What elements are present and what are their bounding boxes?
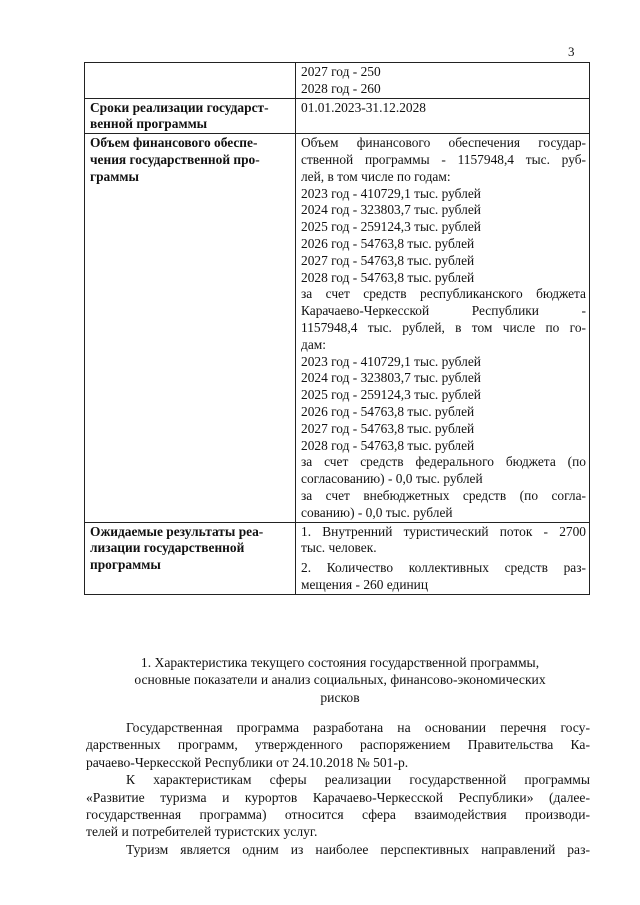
row-value-line: дам: xyxy=(301,336,326,352)
row-value-line: 2025 год - 259124,3 тыс. рублей xyxy=(301,387,481,403)
row-value-line: мещения - 260 единиц xyxy=(301,576,428,592)
paragraph-line: дарственных программ, утвержденного распоряжением Правительства Ка- xyxy=(86,737,590,753)
paragraph-line: Государственная программа разработана на основании перечня госу- xyxy=(126,720,590,735)
table-row xyxy=(85,63,590,99)
body-text xyxy=(86,719,590,858)
paragraph-line: «Развитие туризма и курортов Карачаево-Черкесской Республики» (далее- xyxy=(86,789,590,805)
row-value-line: 2025 год - 259124,3 тыс. рублей xyxy=(301,219,481,235)
row-label-line: чения государственной про- xyxy=(90,151,260,167)
row-value-line: сованию) - 0,0 тыс. рублей xyxy=(301,504,453,520)
section-heading-line: 1. Характеристика текущего состояния государственной программы, xyxy=(140,655,540,670)
program-passport-table xyxy=(84,62,590,595)
section-heading-line: рисков xyxy=(320,689,360,705)
row-value-line: 2027 год - 250 xyxy=(301,64,381,79)
page-number: 3 xyxy=(568,44,575,59)
row-label xyxy=(85,522,296,594)
row-value-line: 2027 год - 54763,8 тыс. рублей xyxy=(301,252,475,268)
row-label-line: Сроки реализации государст- xyxy=(90,99,269,115)
row-value-line: тыс. человек. xyxy=(301,540,377,556)
row-value xyxy=(296,134,590,522)
row-value-line: 2023 год - 410729,1 тыс. рублей xyxy=(301,353,481,369)
row-label-line: Объем финансового обеспе- xyxy=(90,135,258,151)
row-value-line: 2024 год - 323803,7 тыс. рублей xyxy=(301,370,481,386)
row-value-line: 2028 год - 260 xyxy=(301,80,381,96)
row-value-line: Карачаево-Черкесской Республики - xyxy=(301,303,586,319)
row-value-line: Объем финансового обеспечения государ- xyxy=(301,135,586,151)
paragraph xyxy=(86,771,590,841)
row-value xyxy=(296,63,590,99)
section-heading-line: основные показатели и анализ социальных, финансово-экономических xyxy=(134,672,546,688)
paragraph-line: рачаево-Черкесской Республики от 24.10.2018 № 501-р. xyxy=(86,754,409,770)
row-label-line: Ожидаемые результаты реа- xyxy=(90,523,264,539)
row-value-line: 1157948,4 тыс. рублей, в том числе по го- xyxy=(301,319,586,335)
table-row xyxy=(85,134,590,522)
row-value-line: 1. Внутренний туристический поток - 2700 xyxy=(301,523,586,539)
row-value-line: 2026 год - 54763,8 тыс. рублей xyxy=(301,235,475,251)
table-row xyxy=(85,522,590,594)
table-row xyxy=(85,98,590,134)
paragraph-line: телей и потребителей туристских услуг. xyxy=(86,824,318,840)
row-value-line: 2027 год - 54763,8 тыс. рублей xyxy=(301,420,475,436)
row-value xyxy=(296,98,590,134)
row-label-line: программы xyxy=(90,557,161,573)
row-value-line: 2023 год - 410729,1 тыс. рублей xyxy=(301,185,481,201)
row-value-line: за счет средств федерального бюджета (по xyxy=(301,454,586,470)
row-value xyxy=(296,522,590,594)
row-value-line: 2026 год - 54763,8 тыс. рублей xyxy=(301,403,475,419)
paragraph-line: К характеристикам сферы реализации государственной программы xyxy=(126,772,590,788)
row-label-line: лизации государственной xyxy=(90,540,245,556)
row-value-line: 2. Количество коллективных средств раз- xyxy=(301,560,586,576)
row-value-line: 2024 год - 323803,7 тыс. рублей xyxy=(301,202,481,218)
row-value-line: согласованию) - 0,0 тыс. рублей xyxy=(301,471,483,487)
section-heading xyxy=(86,654,594,706)
paragraph xyxy=(86,841,590,858)
row-label xyxy=(85,63,296,99)
paragraph-line: государственная программа) относится сфера взаимодействия производи- xyxy=(86,806,590,822)
paragraph-line: Туризм является одним из наиболее перспективных направлений раз- xyxy=(126,841,590,857)
row-value-line: 2028 год - 54763,8 тыс. рублей xyxy=(301,437,475,453)
row-value-line: за счет внебюджетных средств (по согла- xyxy=(301,487,586,503)
row-value-line: лей, в том числе по годам: xyxy=(301,168,451,184)
paragraph xyxy=(86,719,590,771)
row-value-line: 2028 год - 54763,8 тыс. рублей xyxy=(301,269,475,285)
row-value-line: 01.01.2023-31.12.2028 xyxy=(301,99,426,115)
row-label xyxy=(85,98,296,134)
row-label xyxy=(85,134,296,522)
row-value-line: за счет средств республиканского бюджета xyxy=(301,286,586,302)
row-label-line: венной программы xyxy=(90,116,208,132)
row-label-line: граммы xyxy=(90,168,139,184)
row-value-line: ственной программы - 1157948,4 тыс. руб- xyxy=(301,151,586,167)
